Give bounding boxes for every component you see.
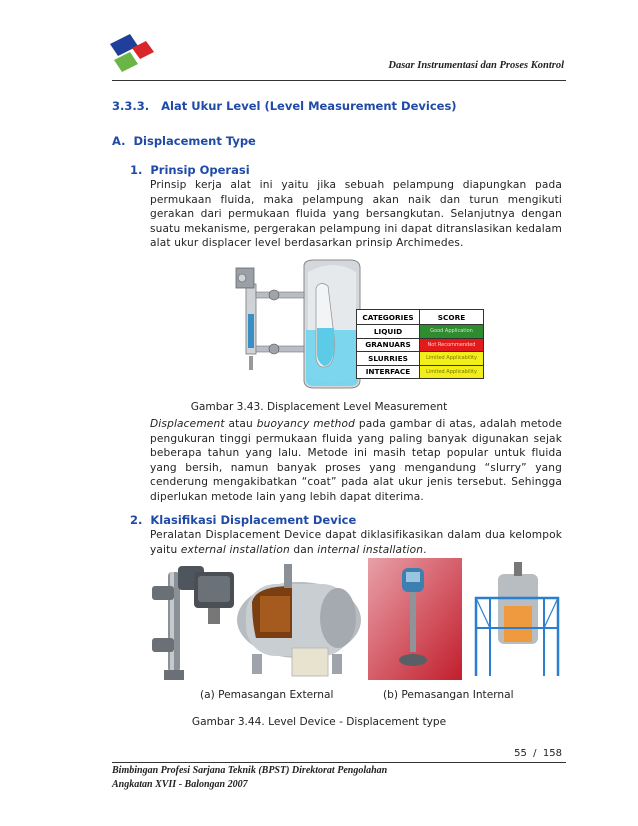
table-row	[357, 352, 484, 366]
internal-tank-structure-photo	[470, 558, 562, 680]
table-row	[357, 338, 484, 352]
footer-text	[112, 764, 387, 792]
footer-line2: Angkatan XVII - Balongan 2007	[112, 779, 248, 790]
footer-divider	[112, 762, 566, 763]
header-divider	[112, 80, 566, 81]
score-cell: Limited Applicability	[420, 365, 484, 379]
score-cell: Limited Applicability	[420, 352, 484, 366]
subsection-heading: A. Displacement Type	[112, 134, 256, 148]
table-row	[357, 365, 484, 379]
table-header-score: SCORE	[420, 310, 484, 325]
category-cell: GRANUARS	[357, 338, 420, 352]
page-number: 55 / 158	[514, 748, 562, 759]
figure1-caption: Gambar 3.43. Displacement Level Measurement	[190, 401, 448, 413]
item2-heading: 2. Klasifikasi Displacement Device	[130, 513, 357, 527]
table-row	[357, 325, 484, 339]
score-cell: Good Application	[420, 325, 484, 339]
footer-line1: Bimbingan Profesi Sarjana Teknik (BPST) Direktorat Pengolahan	[112, 765, 388, 776]
italic-term: internal installation	[317, 543, 424, 556]
table-header-categories: CATEGORIES	[357, 310, 420, 325]
italic-term: buoyancy method	[256, 418, 356, 430]
internal-displacer-photo	[368, 558, 462, 680]
item1-paragraph: Prinsip kerja alat ini yaitu jika sebuah pelampung diapungkan pada permukaan fluida, maka pelampung akan naik dan turun mengikuti gerakan dari permukaan fluida yang bersangkutan. Selanjutnya dengan suatu mekanisme, pergerakan pelampung ini dapat ditranslasikan kedalam alat ukur displacer level berdasarkan prinsip Archimedes.	[150, 179, 562, 250]
external-cutaway-vessel-photo	[232, 562, 366, 682]
italic-term: external installation	[180, 543, 290, 556]
figure2-caption: Gambar 3.44. Level Device - Displacement type	[191, 716, 447, 728]
text-span: .	[423, 543, 427, 556]
category-cell: LIQUID	[357, 325, 420, 339]
application-score-table	[356, 309, 484, 379]
pertamina-logo-icon	[108, 32, 160, 76]
item1-heading: 1. Prinsip Operasi	[130, 163, 250, 177]
category-cell: SLURRIES	[357, 352, 420, 366]
text-span: pada gambar di atas, adalah metode pengukuran tinggi permukaan fluida yang paling banyak digunakan sejak beberapa tahun yang lalu. Metode ini masih tetap popular untuk fluida yang bersih, namun banyak proses yang mengandung “slurry” yang cenderung mengakibatkan “coat” pada alat ukur jenis tersebut. Sehingga diperlukan metode lain yang lebih dapat diterima.	[150, 418, 562, 503]
score-cell: Not Recommended	[420, 338, 484, 352]
header-title: Dasar Instrumentasi dan Proses Kontrol	[388, 60, 564, 71]
category-cell: INTERFACE	[357, 365, 420, 379]
text-span: Peralatan Displacement Device dapat diklasifikasikan dalam dua kelompok yaitu	[150, 529, 562, 556]
displacement-paragraph	[150, 417, 562, 505]
displacer-level-figure	[224, 258, 364, 390]
text-span: atau	[224, 418, 257, 430]
subcaption-external: (a) Pemasangan External	[200, 689, 334, 701]
subcaption-internal: (b) Pemasangan Internal	[383, 689, 514, 701]
text-span: dan	[289, 543, 318, 556]
item2-paragraph	[150, 528, 562, 557]
italic-term: Displacement	[150, 418, 225, 430]
section-heading: 3.3.3. Alat Ukur Level (Level Measurement Devices)	[112, 99, 457, 113]
